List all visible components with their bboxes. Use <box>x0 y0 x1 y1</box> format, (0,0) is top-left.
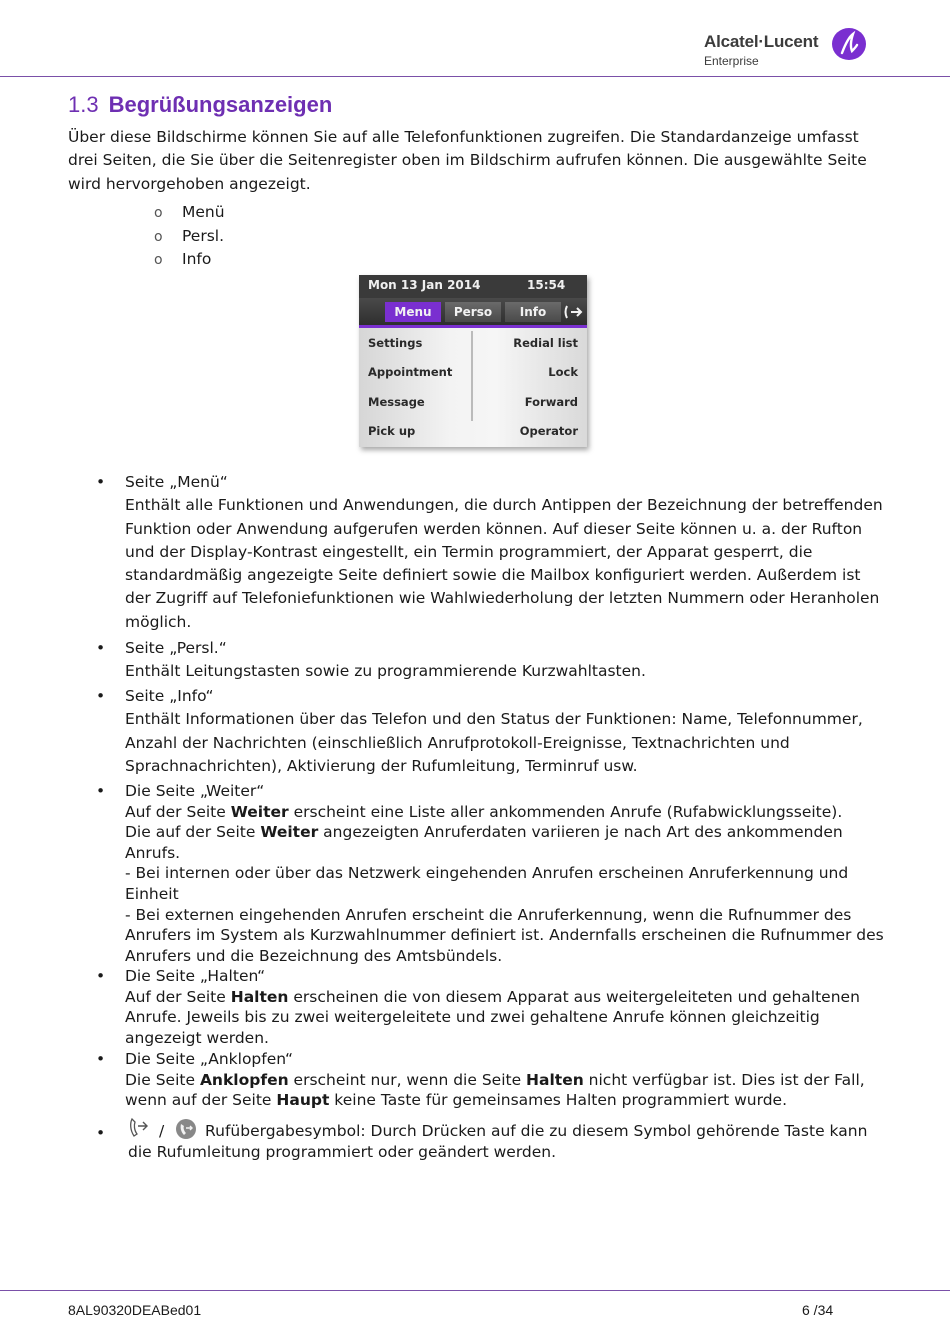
text-run: keine Taste für gemeinsames Halten programmiert wurde. <box>329 1091 788 1110</box>
phone-item-lock: Lock <box>548 365 578 379</box>
bullet-menu-title: Seite „Menü“ <box>125 473 228 491</box>
sub-item-label: Menü <box>182 203 225 221</box>
symbol-separator: / <box>158 1122 165 1140</box>
bullet-info-text: Enthält Informationen über das Telefon und den Status der Funktionen: Name, Telefonnummer, Anzahl der Nachrichten (einschließlich Anrufprotokoll-Ereignisse, Textnachrichten und Sprachnachrichten), Aktivierung der Rufumleitung, Terminruf usw. <box>125 710 863 775</box>
bullet-glyph: • <box>96 1124 106 1142</box>
phone-item-operator: Operator <box>519 424 578 438</box>
intro-paragraph: Über diese Bildschirme können Sie auf alle Telefonfunktionen zugreifen. Die Standardanzeige umfasst drei Seiten, die Sie über die Seitenregister oben im Bildschirm aufrufen können. Die ausgewählte Seite wird hervorgehoben angezeigt. <box>68 128 867 193</box>
logo-text: Alcatel·Lucent <box>704 32 819 51</box>
text-run: erscheint eine Liste aller ankommenden Anrufe (Rufabwicklungsseite). <box>288 802 843 821</box>
phone-item-settings: Settings <box>368 336 423 350</box>
bullet-weiter-p3: - Bei internen oder über das Netzwerk eingehenden Anrufen erscheinen Anruferkennung und Einheit <box>125 864 849 903</box>
bullet-halten-title: Die Seite „Halten“ <box>125 967 266 985</box>
text-run-bold: Halten <box>230 987 289 1006</box>
text-run: erscheinen die von diesem Apparat aus weitergeleiteten und gehaltenen Anrufe. Jeweils bis zu zwei weitergeleitete und zwei gehaltene Anrufe können gleichzeitig angezeigt werden. <box>125 987 860 1047</box>
phone-item-message: Message <box>368 395 425 409</box>
sub-item-persl <box>154 225 224 249</box>
phone-item-redial: Redial list <box>513 336 578 350</box>
section-heading <box>68 92 332 118</box>
sub-item-info <box>154 248 211 272</box>
phone-item-appointment: Appointment <box>368 365 453 379</box>
text-run: Die auf der Seite <box>125 823 261 842</box>
phone-item-forward: Forward <box>524 395 578 409</box>
bullet-anklopfen-title: Die Seite „Anklopfen“ <box>125 1050 293 1068</box>
sub-bullet-glyph: o <box>154 252 163 268</box>
phone-item-pickup: Pick up <box>368 424 416 438</box>
footer-doc-id: 8AL90320DEABed01 <box>68 1302 202 1318</box>
bullet-glyph: • <box>96 639 106 657</box>
call-forward-icon <box>564 302 584 322</box>
phone-screen-image <box>359 275 587 447</box>
bullet-weiter-title: Die Seite „Weiter“ <box>125 782 265 800</box>
section-title: Begrüßungsanzeigen <box>108 92 333 117</box>
sub-item-label: Info <box>182 250 212 268</box>
bullet-symbol-line <box>128 1116 890 1162</box>
text-run-bold: Anklopfen <box>199 1070 289 1089</box>
bullet-symbol-text: Rufübergabesymbol: Durch Drücken auf die zu diesem Symbol gehörende Taste kann die Rufumleitung programmiert oder geändert werden. <box>128 1122 868 1161</box>
section-number: 1.3 <box>68 92 99 117</box>
sub-bullet-glyph: o <box>154 205 163 221</box>
bullet-halten <box>125 966 890 1048</box>
bullet-weiter-p2 <box>125 822 890 863</box>
bullet-weiter-p1 <box>125 802 890 823</box>
bullet-info-title: Seite „Info“ <box>125 687 214 705</box>
alcatel-lucent-logo-icon <box>831 27 867 61</box>
phone-column-divider <box>471 331 473 421</box>
bullet-glyph: • <box>96 782 106 800</box>
text-run-bold: Weiter <box>230 802 289 821</box>
footer-page-number: 6 /34 <box>802 1302 834 1318</box>
bullet-persl-text: Enthält Leitungstasten sowie zu programmierende Kurzwahltasten. <box>125 662 646 681</box>
bullet-persl <box>125 637 890 684</box>
text-run: nicht verfügbar ist. Dies ist der Fall, wenn auf der Seite <box>125 1070 865 1110</box>
sub-bullet-glyph: o <box>154 229 163 245</box>
text-run: Auf der Seite <box>125 802 231 821</box>
text-run: angezeigten Anruferdaten variieren je nach Art des ankommenden Anrufs. <box>125 823 843 862</box>
logo-subtitle: Enterprise <box>704 54 759 68</box>
call-forward-active-icon <box>175 1118 197 1140</box>
bullet-glyph: • <box>96 1050 106 1068</box>
text-run-bold: Weiter <box>260 823 319 842</box>
bullet-symbol <box>125 1116 890 1162</box>
bullet-glyph: • <box>96 687 106 705</box>
bullet-halten-text <box>125 987 890 1049</box>
phone-tab-info: Info <box>505 302 561 322</box>
bullet-menu <box>125 471 890 634</box>
bullet-info <box>125 685 890 778</box>
text-run-bold: Halten <box>526 1070 584 1089</box>
bullet-glyph: • <box>96 473 106 491</box>
text-run: erscheint nur, wenn die Seite <box>288 1070 527 1089</box>
bullet-anklopfen <box>125 1049 890 1111</box>
phone-date: Mon 13 Jan 2014 <box>368 278 481 292</box>
bullet-weiter <box>125 781 890 966</box>
call-transfer-icon <box>128 1116 152 1140</box>
phone-time: 15:54 <box>527 278 566 292</box>
phone-tab-menu: Menu <box>385 302 441 322</box>
sub-item-label: Persl. <box>182 227 225 245</box>
bullet-persl-title: Seite „Persl.“ <box>125 639 227 657</box>
bullet-menu-text: Enthält alle Funktionen und Anwendungen, die durch Antippen der Bezeichnung der betreffenden Funktion oder Anwendung aufgerufen werden können. Auf dieser Seite können u. a. der Rufton und der Display-Kontrast eingestellt, ein Termin programmiert, der Apparat gesperrt, die standardmäßig angezeigte Seite definiert sowie die Mailbox konfiguriert werden. Außerdem ist der Zugriff auf Telefoniefunktionen wie Wahlwiederholung der letzten Nummern oder Heranholen möglich. <box>125 496 883 631</box>
text-run: Die Seite <box>125 1070 200 1089</box>
phone-tab-perso: Perso <box>445 302 501 322</box>
bullet-glyph: • <box>96 967 106 985</box>
header-divider <box>0 76 950 77</box>
text-run: Auf der Seite <box>125 987 231 1006</box>
footer-divider <box>0 1290 950 1291</box>
sub-item-menu <box>154 201 225 225</box>
bullet-weiter-p4: - Bei externen eingehenden Anrufen erscheint die Anruferkennung, wenn die Rufnummer des Anrufers im System als Kurzwahlnummer definiert ist. Andernfalls erscheinen die Rufnummer des Anrufers und die Bezeichnung des Amtsbündels. <box>125 905 884 965</box>
text-run-bold: Haupt <box>276 1091 330 1110</box>
bullet-anklopfen-text <box>125 1070 890 1111</box>
